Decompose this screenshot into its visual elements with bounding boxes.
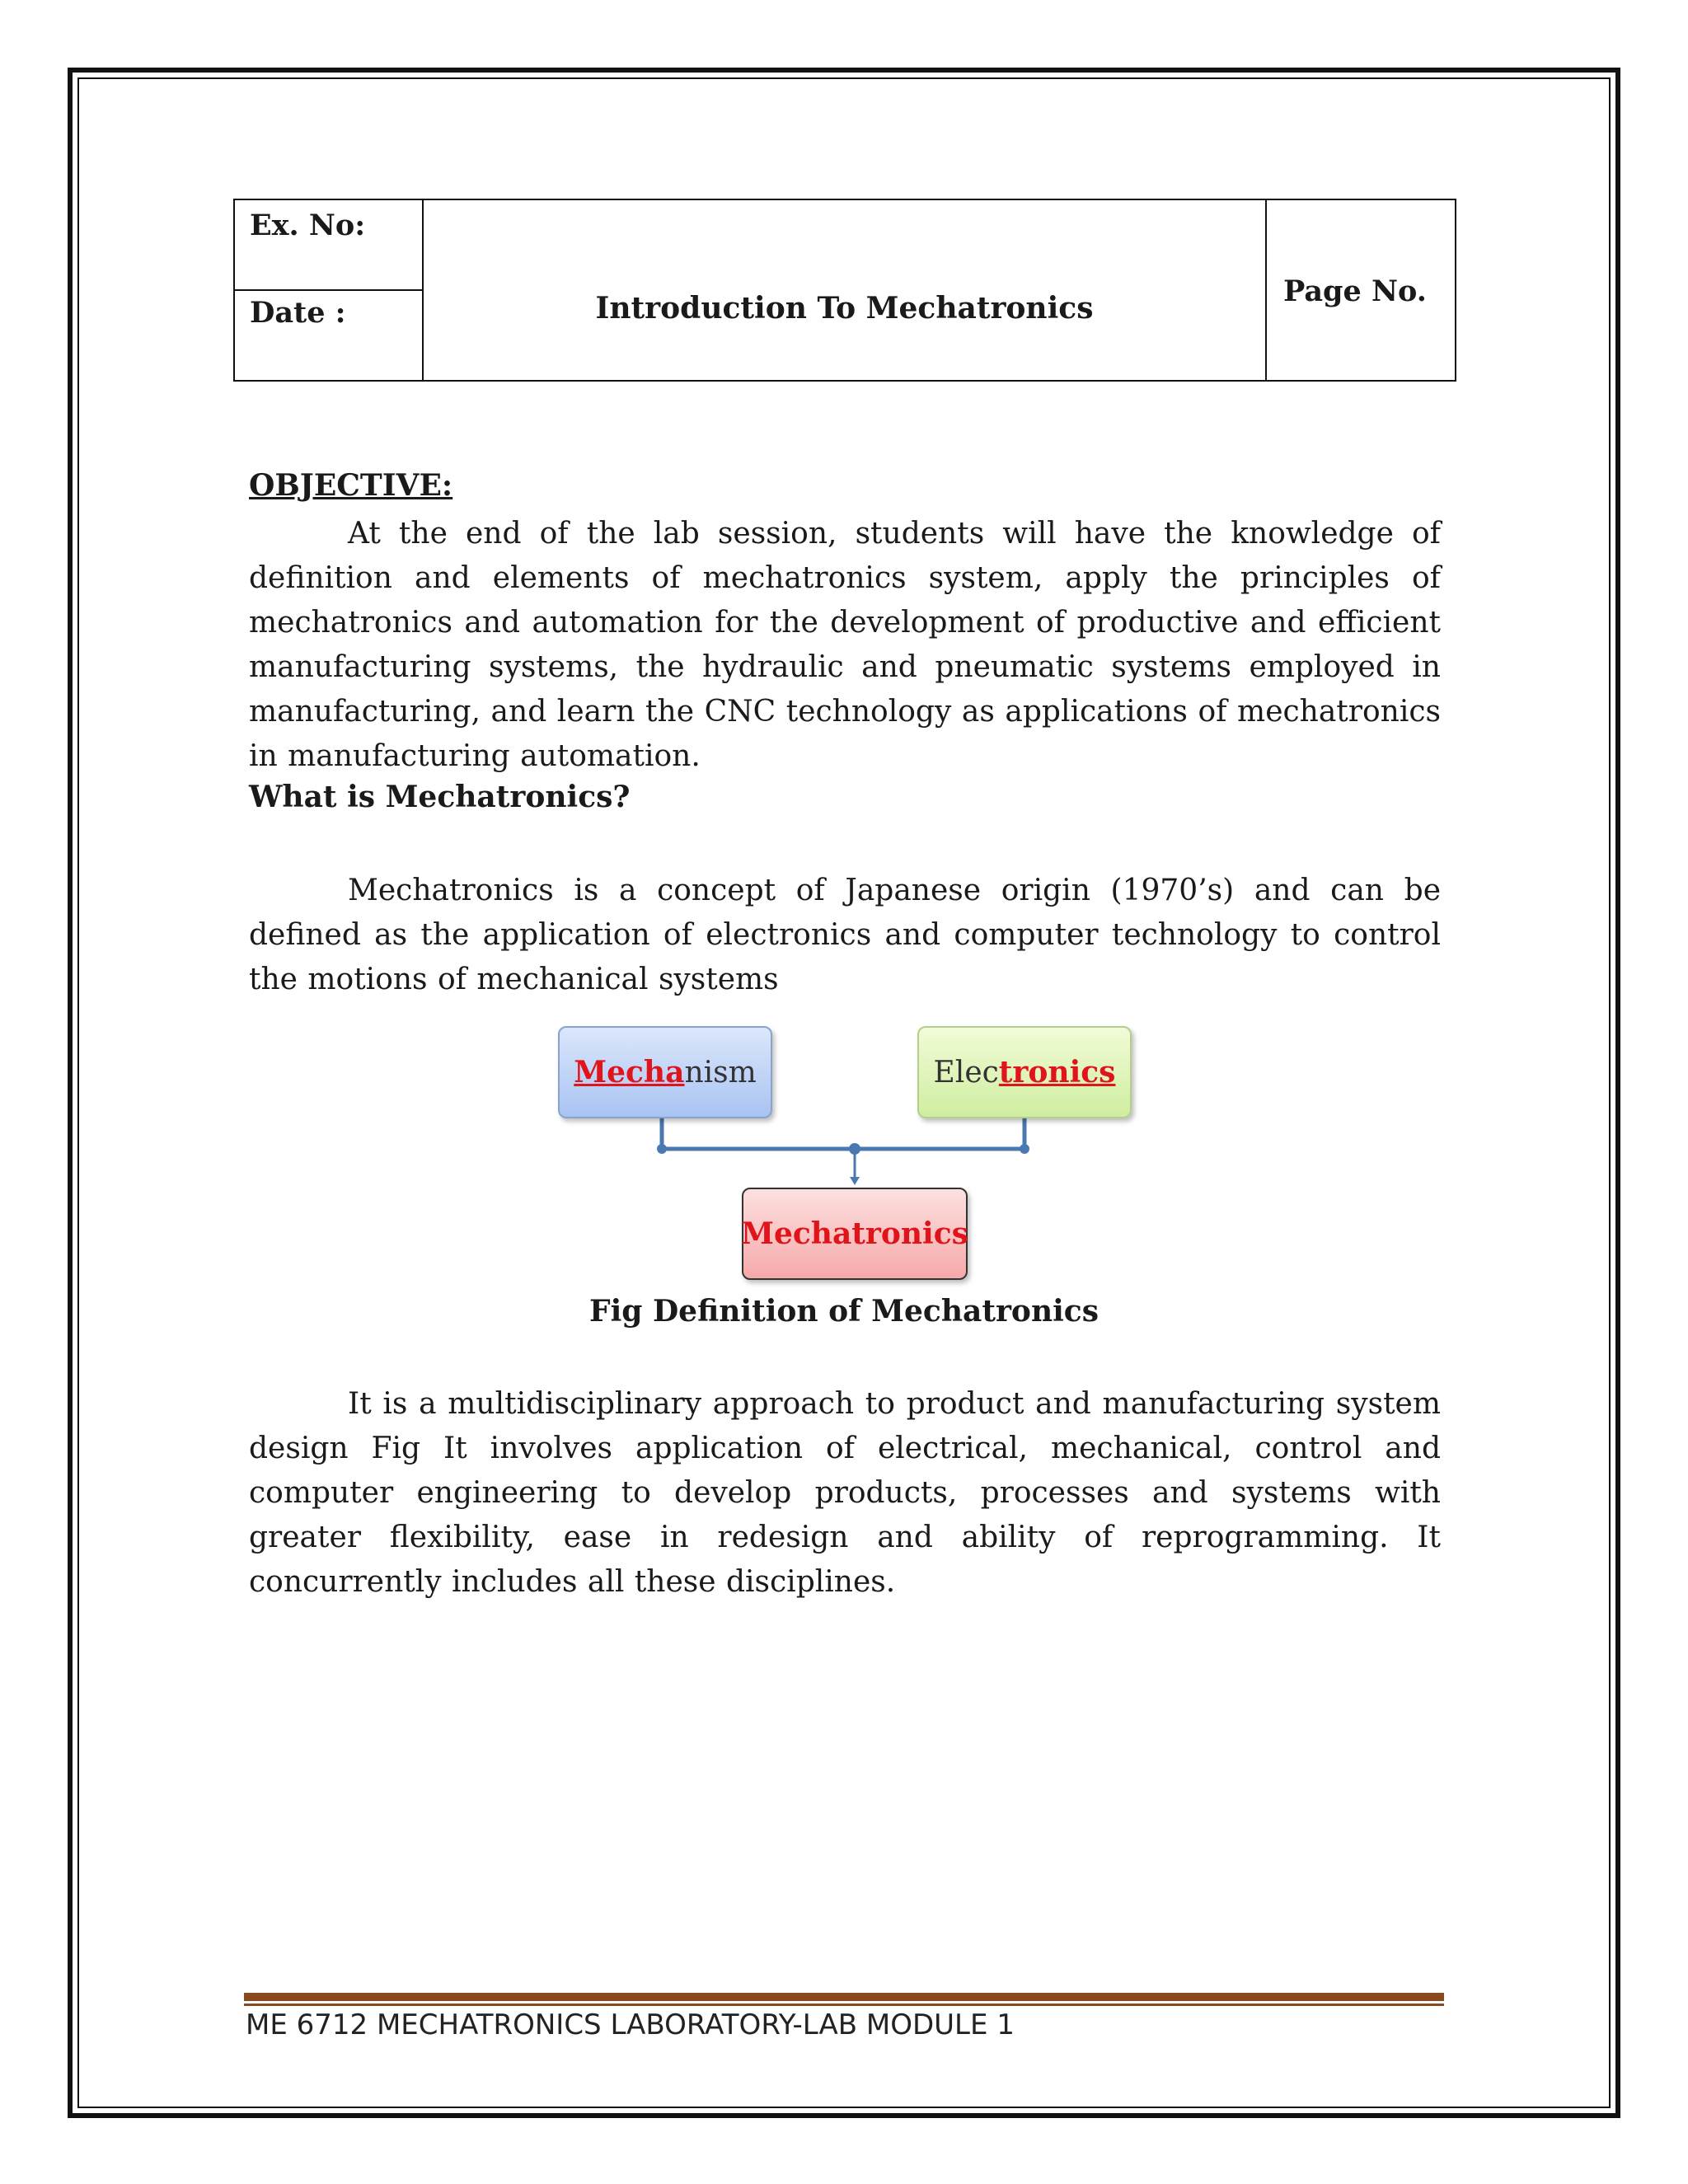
page-no-cell (1265, 200, 1455, 380)
multidisciplinary-paragraph: It is a multidisciplinary approach to product and manufacturing system design Fig It involves application of electrical, mechanical, control and computer engineering to develop products, processes and systems with greater flexibility, ease in redesign and ability of reprogramming. It concurrently includes all these disciplines. (249, 1387, 1441, 1599)
figure-caption: Fig Definition of Mechatronics (589, 1294, 1099, 1329)
exercise-title: Introduction To Mechatronics (595, 291, 1094, 326)
header-left-column (235, 200, 424, 380)
mechanism-rest: nism (684, 1055, 757, 1090)
page-no-label: Page No. (1283, 274, 1427, 308)
electronics-box (917, 1026, 1132, 1118)
mechanism-box (558, 1026, 772, 1118)
objective-body (249, 512, 1441, 779)
definition-paragraph: Mechatronics is a concept of Japanese origin (1970’s) and can be defined as the application of electronics and computer technology to control the motions of mechanical systems (249, 874, 1441, 996)
footer-text: ME 6712 MECHATRONICS LABORATORY-LAB MODULE 1 (246, 2008, 1015, 2041)
mechanism-highlight: Mecha (574, 1055, 685, 1090)
section-heading: What is Mechatronics? (249, 780, 631, 814)
header-table (233, 199, 1456, 382)
objective-paragraph: At the end of the lab session, students will have the knowledge of definition and elements of mechatronics system, apply the principles of mechatronics and automation for the development of productive and efficient manufacturing systems, the hydraulic and pneumatic systems employed in manufacturing, and learn the CNC technology as applications of mechatronics in manufacturing automation. (249, 517, 1441, 773)
electronics-highlight: tronics (998, 1055, 1116, 1090)
footer-rule-thick (244, 1993, 1444, 2001)
ex-no-label: Ex. No: (250, 209, 366, 242)
section-body-1 (249, 869, 1441, 1002)
mechatronics-box: Mechatronics (742, 1188, 968, 1280)
footer-rule-thin (244, 2004, 1444, 2006)
date-label: Date : (250, 296, 346, 330)
ex-no-cell (235, 200, 422, 291)
section-body-2 (249, 1382, 1441, 1605)
mechatronics-definition-figure (552, 1022, 1146, 1286)
objective-heading: OBJECTIVE: (249, 468, 453, 503)
title-cell (424, 200, 1265, 380)
electronics-prefix: Elec (933, 1055, 999, 1090)
